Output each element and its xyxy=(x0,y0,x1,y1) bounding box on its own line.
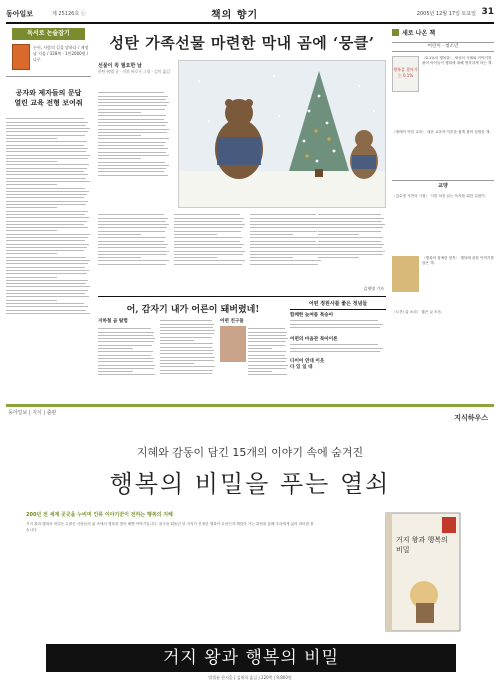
text-line xyxy=(6,148,88,149)
text-line xyxy=(318,234,359,235)
text-line xyxy=(6,293,85,294)
text-line xyxy=(290,327,380,328)
issue-number: 제 25126호 ⓒ xyxy=(52,11,86,17)
main-article xyxy=(98,28,386,293)
book-cover-happiness xyxy=(392,56,419,92)
text-line xyxy=(98,92,164,93)
text-line xyxy=(98,244,168,245)
article-subhead: 선물이 꼭 필요한 날 xyxy=(98,63,142,69)
text-line xyxy=(98,348,133,349)
text-line xyxy=(250,227,319,228)
text-line xyxy=(6,306,88,307)
text-line xyxy=(98,99,166,100)
ad-title-bar: 거지 왕과 행복의 비밀 xyxy=(46,644,456,672)
text-line xyxy=(6,221,87,222)
text-line xyxy=(98,241,164,242)
text-line xyxy=(250,221,318,222)
text-line xyxy=(98,224,169,225)
box-title: 어떤 정원사를 좋은 정녕들 xyxy=(290,300,386,310)
text-line xyxy=(6,145,84,146)
text-line xyxy=(6,138,57,139)
text-line xyxy=(318,231,381,232)
text-line xyxy=(98,251,169,252)
text-line xyxy=(98,115,166,116)
text-line xyxy=(174,257,217,258)
text-line xyxy=(318,224,385,225)
middle-subhead-1: 지하철 곰 탐험 xyxy=(98,319,128,324)
text-line xyxy=(6,168,87,169)
illustration-graphic xyxy=(179,61,386,208)
text-line xyxy=(160,370,213,371)
text-line xyxy=(160,333,214,334)
text-line xyxy=(98,358,154,359)
text-line xyxy=(6,280,88,281)
text-line xyxy=(6,300,57,301)
text-line xyxy=(250,218,320,219)
text-line xyxy=(6,234,90,235)
text-line xyxy=(6,230,57,231)
text-line xyxy=(290,320,378,321)
text-line xyxy=(6,277,57,278)
book-meta: 논어, 사람의 길을 말하다 / 재정남 지음 / 328쪽 · 1만2000원 / 나무 xyxy=(33,45,89,62)
text-line xyxy=(174,221,242,222)
category-kids: 어린이 · 청소년 xyxy=(392,42,494,52)
text-line xyxy=(98,112,141,113)
text-line xyxy=(6,188,85,189)
text-line xyxy=(248,335,286,336)
text-line xyxy=(318,221,382,222)
article-column-5 xyxy=(318,212,386,282)
new-books-badge xyxy=(392,28,494,40)
column-badge: 독서로 논술잡기 xyxy=(12,28,85,40)
text-line xyxy=(248,332,287,333)
text-line xyxy=(98,355,151,356)
category-culture: 교양 xyxy=(392,180,494,191)
text-line xyxy=(160,324,214,325)
masthead xyxy=(6,6,494,22)
text-line xyxy=(6,224,84,225)
text-line xyxy=(318,254,383,255)
ad-title: 행복의 비밀을 푸는 열쇠 xyxy=(109,470,391,498)
book-cover-culture xyxy=(392,256,419,292)
text-line xyxy=(98,142,166,143)
text-line xyxy=(98,351,153,352)
box-text-2 xyxy=(290,342,386,356)
left-column xyxy=(6,28,91,396)
middle-book-cover xyxy=(220,326,246,362)
box-text-1 xyxy=(290,318,386,334)
text-line xyxy=(6,283,86,284)
text-line xyxy=(174,231,241,232)
column-heading xyxy=(6,88,91,108)
text-line xyxy=(6,247,87,248)
text-line xyxy=(98,171,164,172)
text-line xyxy=(6,128,90,129)
ad-lead: 지혜와 감동이 담긴 15개의 이야기 속에 숨겨진 xyxy=(136,446,364,459)
text-line xyxy=(174,251,245,252)
text-line xyxy=(318,257,359,258)
text-line xyxy=(98,338,155,339)
recommend-box xyxy=(290,300,386,396)
text-line xyxy=(248,348,272,349)
text-line xyxy=(6,191,89,192)
text-line xyxy=(6,211,88,212)
text-line xyxy=(6,273,87,274)
text-line xyxy=(250,254,319,255)
text-line xyxy=(248,355,285,356)
ad-blurb-heading: 200년 전 세계 곳곳을 누비며 인류 이야기꾼이 전하는 행복의 지혜 xyxy=(26,512,173,518)
text-line xyxy=(6,237,88,238)
text-line xyxy=(160,320,212,321)
text-line xyxy=(6,174,88,175)
text-line xyxy=(98,138,169,139)
text-line xyxy=(6,250,84,251)
text-line xyxy=(174,227,243,228)
article-column-1 xyxy=(98,90,170,210)
text-line xyxy=(248,361,286,362)
text-line xyxy=(98,135,141,136)
text-line xyxy=(98,102,169,103)
article-column-3 xyxy=(174,212,246,288)
text-line xyxy=(98,365,155,366)
text-line xyxy=(248,338,288,339)
text-line xyxy=(98,345,152,346)
text-line xyxy=(290,344,378,345)
text-line xyxy=(98,361,153,362)
article-column-2 xyxy=(98,212,170,288)
text-line xyxy=(248,341,286,342)
text-line xyxy=(250,260,321,261)
text-line xyxy=(98,165,169,166)
text-line xyxy=(98,148,168,149)
text-line xyxy=(98,234,141,235)
text-line xyxy=(248,374,287,375)
text-line xyxy=(160,343,213,344)
text-line xyxy=(98,109,165,110)
text-line xyxy=(6,204,86,205)
text-line xyxy=(98,237,166,238)
bears-christmas-illustration xyxy=(178,60,386,208)
text-line xyxy=(6,171,84,172)
text-line xyxy=(6,207,57,208)
text-line xyxy=(248,368,286,369)
issue-date: 2005년 12월 17일 토요일 xyxy=(416,11,476,17)
text-line xyxy=(6,158,88,159)
text-line xyxy=(6,181,90,182)
text-line xyxy=(6,313,90,314)
box-head-4: 다 있 일 대 xyxy=(290,365,313,370)
text-line xyxy=(318,241,381,242)
text-line xyxy=(6,240,85,241)
text-line xyxy=(250,214,316,215)
text-line xyxy=(6,253,57,254)
text-line xyxy=(318,218,384,219)
text-line xyxy=(174,264,242,265)
text-line xyxy=(318,247,382,248)
text-line xyxy=(6,125,86,126)
text-line xyxy=(250,257,293,258)
text-line xyxy=(248,328,285,329)
text-line xyxy=(6,244,89,245)
text-line xyxy=(160,350,214,351)
text-line xyxy=(160,347,212,348)
text-line xyxy=(174,254,243,255)
text-line xyxy=(6,263,88,264)
text-line xyxy=(250,247,318,248)
text-line xyxy=(160,373,212,374)
text-line xyxy=(98,155,169,156)
text-line xyxy=(98,158,141,159)
text-line xyxy=(98,214,164,215)
text-line xyxy=(98,257,141,258)
text-line xyxy=(248,345,285,346)
text-line xyxy=(98,162,165,163)
text-line xyxy=(160,366,215,367)
divider xyxy=(6,76,91,77)
text-line xyxy=(98,129,169,130)
book-cover-graphic xyxy=(376,507,470,637)
text-line xyxy=(174,241,240,242)
text-line xyxy=(98,122,168,123)
box-head-3: 다이어 연대 이웃 xyxy=(290,359,325,364)
text-line xyxy=(6,155,90,156)
text-line xyxy=(318,227,383,228)
text-line xyxy=(98,335,153,336)
square-bullet-icon xyxy=(392,29,399,36)
text-line xyxy=(6,257,86,258)
text-line xyxy=(174,224,245,225)
text-line xyxy=(6,194,87,195)
text-line xyxy=(6,161,57,162)
text-line xyxy=(98,332,154,333)
text-line xyxy=(98,368,154,369)
text-line xyxy=(6,118,84,119)
text-line xyxy=(160,360,214,361)
middle-headline: 어, 감자기 내가 어른이 돼버렸네! xyxy=(126,305,260,315)
ad-footer: 빌헬름 한지음 | 김재희 옮김 | 220쪽 | 9,800원 xyxy=(208,675,292,680)
column-heading-line-1: 공자와 제자들의 문답 xyxy=(15,88,82,97)
text-line xyxy=(98,168,166,169)
text-line xyxy=(6,303,84,304)
text-line xyxy=(98,260,169,261)
text-line xyxy=(6,290,88,291)
text-line xyxy=(98,341,154,342)
book-entry-3: 〈김수영 시전의 시집〉 시를 처음 읽는 독자를 위한 길잡이. xyxy=(392,194,486,198)
middle-column-1 xyxy=(98,326,156,396)
reporter-name: 김재명 기자 xyxy=(363,286,384,291)
text-line xyxy=(98,247,166,248)
text-line xyxy=(6,141,87,142)
text-line xyxy=(98,264,166,265)
text-line xyxy=(250,264,318,265)
text-line xyxy=(174,237,242,238)
article-column-4 xyxy=(250,212,322,288)
text-line xyxy=(318,244,384,245)
page-number: 31 xyxy=(481,7,494,17)
text-line xyxy=(174,247,242,248)
text-line xyxy=(98,371,133,372)
text-line xyxy=(248,358,287,359)
text-line xyxy=(6,214,85,215)
text-line xyxy=(98,231,165,232)
book-entry-5: 〈도전! 삶 소리〉 짧은 글 모음. xyxy=(392,310,443,314)
book-entry-1: 〈0.1%의 행복을〉 세상의 사례와 이야기를 풀어 아이들이 행복에 대해 생각하게 하는 책. xyxy=(422,56,493,66)
text-line xyxy=(290,351,380,352)
text-line xyxy=(6,135,85,136)
text-line xyxy=(98,96,168,97)
middle-column-2 xyxy=(160,318,216,396)
text-line xyxy=(160,337,212,338)
text-line xyxy=(174,218,244,219)
text-line xyxy=(250,237,318,238)
text-line xyxy=(290,324,383,325)
text-line xyxy=(6,260,90,261)
paper-name: 동아일보 xyxy=(6,9,34,18)
ad-publisher: 지식하우스 xyxy=(454,414,488,422)
text-line xyxy=(6,184,57,185)
text-line xyxy=(6,131,88,132)
book-entry-4: 〈행복의 첨예한 항목〉 행복에 관한 이야기를 담은 책. xyxy=(422,256,494,266)
text-line xyxy=(6,122,88,123)
text-line xyxy=(290,348,383,349)
book-cover-label: 행복을 찾아가는 0.1% xyxy=(393,67,418,78)
text-line xyxy=(6,164,89,165)
new-books-label: 새로 나온 책 xyxy=(402,30,436,37)
article-headline: 성탄 가족선물 마련한 막내 곰에 ‘뭉클’ xyxy=(109,34,375,52)
text-line xyxy=(6,270,89,271)
text-line xyxy=(98,254,167,255)
ad-book-cover xyxy=(376,507,470,637)
text-line xyxy=(250,224,321,225)
text-line xyxy=(6,286,90,287)
box-head-2: 어떤의 마음관 북아이론 xyxy=(290,337,338,342)
middle-column-3 xyxy=(248,326,288,396)
text-line xyxy=(6,197,84,198)
top-rule xyxy=(6,22,494,24)
text-line xyxy=(318,214,381,215)
text-line xyxy=(98,132,167,133)
ad-book-label: 거지 왕과 행복의 비밀 xyxy=(396,536,448,554)
text-line xyxy=(98,125,166,126)
book-cover-thumbnail xyxy=(12,44,30,70)
text-line xyxy=(250,231,317,232)
text-line xyxy=(248,351,286,352)
text-line xyxy=(6,217,89,218)
book-advertisement xyxy=(6,404,494,685)
text-line xyxy=(6,178,86,179)
text-line xyxy=(98,328,151,329)
text-line xyxy=(98,374,155,375)
text-line xyxy=(6,267,85,268)
text-line xyxy=(160,363,194,364)
text-line xyxy=(248,365,288,366)
text-line xyxy=(174,214,240,215)
text-line xyxy=(98,221,166,222)
text-line xyxy=(98,227,167,228)
text-line xyxy=(98,119,164,120)
text-line xyxy=(6,227,88,228)
middle-subhead-2: 어떤 친구들 xyxy=(220,319,244,324)
text-line xyxy=(250,234,293,235)
text-line xyxy=(174,234,217,235)
text-line xyxy=(98,175,168,176)
text-line xyxy=(248,371,272,372)
text-line xyxy=(318,251,385,252)
section-title: 책의 향기 xyxy=(211,10,259,21)
ad-blurb: 거지 왕과 행복의 비밀은 수많은 사람들의 삶 속에서 행복을 찾아 헤맨 이야기입니다. 왕국을 떠돌던 한 거지가 진정한 행복이 무엇인지 깨달아 가는 과정을 통해 우리에게 삶의 의미를 묻습니다. xyxy=(26,522,314,532)
text-line xyxy=(174,260,245,261)
text-line xyxy=(6,201,88,202)
column-heading-line-2: 열린 교육 전형 보여줘 xyxy=(14,98,83,107)
box-head-1: 함께한 늦여름 복숭아 xyxy=(290,313,334,318)
ad-tag: 동아일보 | 지식 | 출판 xyxy=(8,410,57,416)
book-entry-2: 〈계에이 약한 교육〉 대한 교육학 이론을 쉽게 풀어 설명한 책. xyxy=(392,130,491,134)
text-line xyxy=(318,237,383,238)
text-line xyxy=(98,145,164,146)
text-line xyxy=(160,327,213,328)
text-line xyxy=(160,353,213,354)
text-line xyxy=(6,310,86,311)
middle-rule xyxy=(98,296,386,297)
column-body-text xyxy=(6,116,91,391)
text-line xyxy=(98,105,167,106)
text-line xyxy=(250,241,316,242)
article-byline: 마틴 워델 글 · 이브 바로우 그림 · 김미 옮김 xyxy=(98,69,170,74)
right-column xyxy=(392,28,494,396)
text-line xyxy=(160,357,215,358)
text-line xyxy=(250,251,321,252)
text-line xyxy=(6,151,86,152)
text-line xyxy=(98,152,166,153)
text-line xyxy=(160,340,194,341)
text-line xyxy=(6,296,89,297)
text-line xyxy=(98,218,168,219)
text-line xyxy=(250,244,320,245)
text-line xyxy=(160,330,215,331)
text-line xyxy=(174,244,244,245)
